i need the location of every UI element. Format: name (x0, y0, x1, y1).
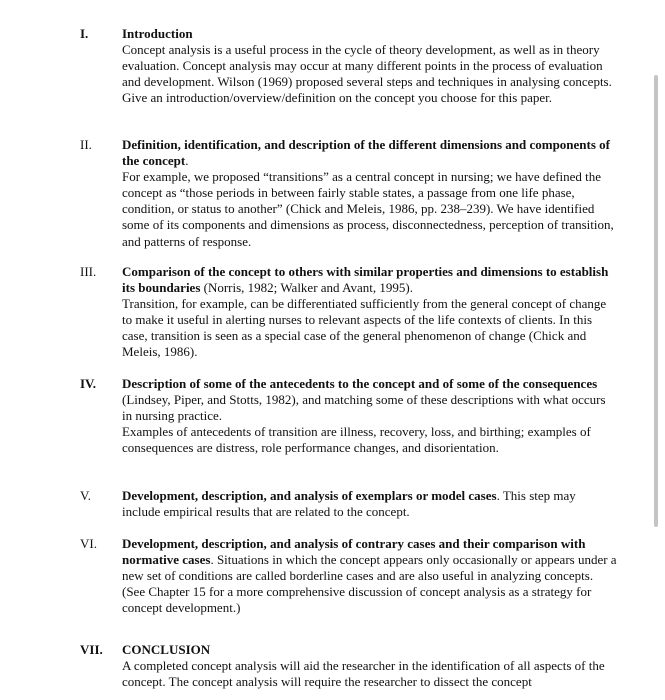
section-content (122, 376, 617, 456)
section-content (122, 137, 617, 250)
section-paragraph: For example, we proposed “transitions” as a central concept in nursing; we have defined the concept as “those periods in between fairly stable states, a passage from one life phase, condition, or status to another” (Chick and Meleis, 1986, pp. 238–239). We have identified some of its components and dimensions as process, disconnectedness, perception of transition, and patterns of response. (122, 169, 614, 249)
section-numeral: V. (80, 488, 91, 503)
section-content (122, 264, 617, 361)
section-heading-suffix: . (185, 153, 189, 169)
section-paragraph: Examples of antecedents of transition are illness, recovery, loss, and birthing; examples of consequences are distress, role performance changes, and disorientation. (122, 424, 591, 456)
section-content (122, 26, 617, 106)
section-numeral: VII. (80, 642, 103, 657)
section-heading-suffix: . This step may include empirical results that are related to the concept. (122, 488, 576, 520)
section-heading-suffix: . Situations in which the concept appears only occasionally or appears under a new set of conditions are called borderline cases and are also useful in analyzing concepts. (See Chapter 15 for a more comprehensive discussion of concept analysis as a strategy for concept development.) (122, 552, 617, 616)
section-content (122, 536, 617, 616)
vertical-scrollbar[interactable] (654, 75, 658, 527)
section-numeral: II. (80, 137, 92, 152)
section-paragraph: Transition, for example, can be differentiated sufficiently from the general concept of change to make it useful in alerting nurses to relevant aspects of the life contexts of clients. In this case, transition is seen as a special case of the general phenomenon of change (Chick and Meleis, 1986). (122, 296, 607, 360)
section-heading: Introduction (122, 26, 193, 41)
section-heading: CONCLUSION (122, 642, 211, 657)
section-heading: Development, description, and analysis of exemplars or model cases (122, 488, 497, 503)
section-content (122, 642, 617, 690)
section-heading-suffix: (Norris, 1982; Walker and Avant, 1995). (200, 280, 413, 296)
section-heading: Comparison of the concept to others with similar properties and dimensions to establish its boundaries (122, 264, 609, 296)
section-heading: Definition, identification, and description of the different dimensions and components of the concept (122, 137, 611, 169)
section-numeral: IV. (80, 376, 97, 391)
section-heading: Development, description, and analysis of contrary cases and their comparison with normative cases (122, 536, 586, 568)
section-heading: Description of some of the antecedents to the concept and of some of the consequences (122, 376, 598, 391)
section-numeral: I. (80, 26, 89, 41)
section-content (122, 488, 617, 520)
section-numeral: III. (80, 264, 97, 279)
section-numeral: VI. (80, 536, 97, 551)
section-paragraph: (Lindsey, Piper, and Stotts, 1982), and matching some of these descriptions with what occurs in nursing practice. (122, 392, 606, 424)
section-paragraph: Concept analysis is a useful process in the cycle of theory development, as well as in theory evaluation. Concept analysis may occur at many different points in the process of evaluation and development. Wilson (1969) proposed several steps and techniques in analysing concepts. (122, 42, 612, 90)
section-paragraph: Give an introduction/overview/definition on the concept you choose for this paper. (122, 90, 552, 106)
section-paragraph: A completed concept analysis will aid the researcher in the identification of all aspects of the concept. The concept analysis will require the researcher to dissect the concept (122, 658, 605, 690)
